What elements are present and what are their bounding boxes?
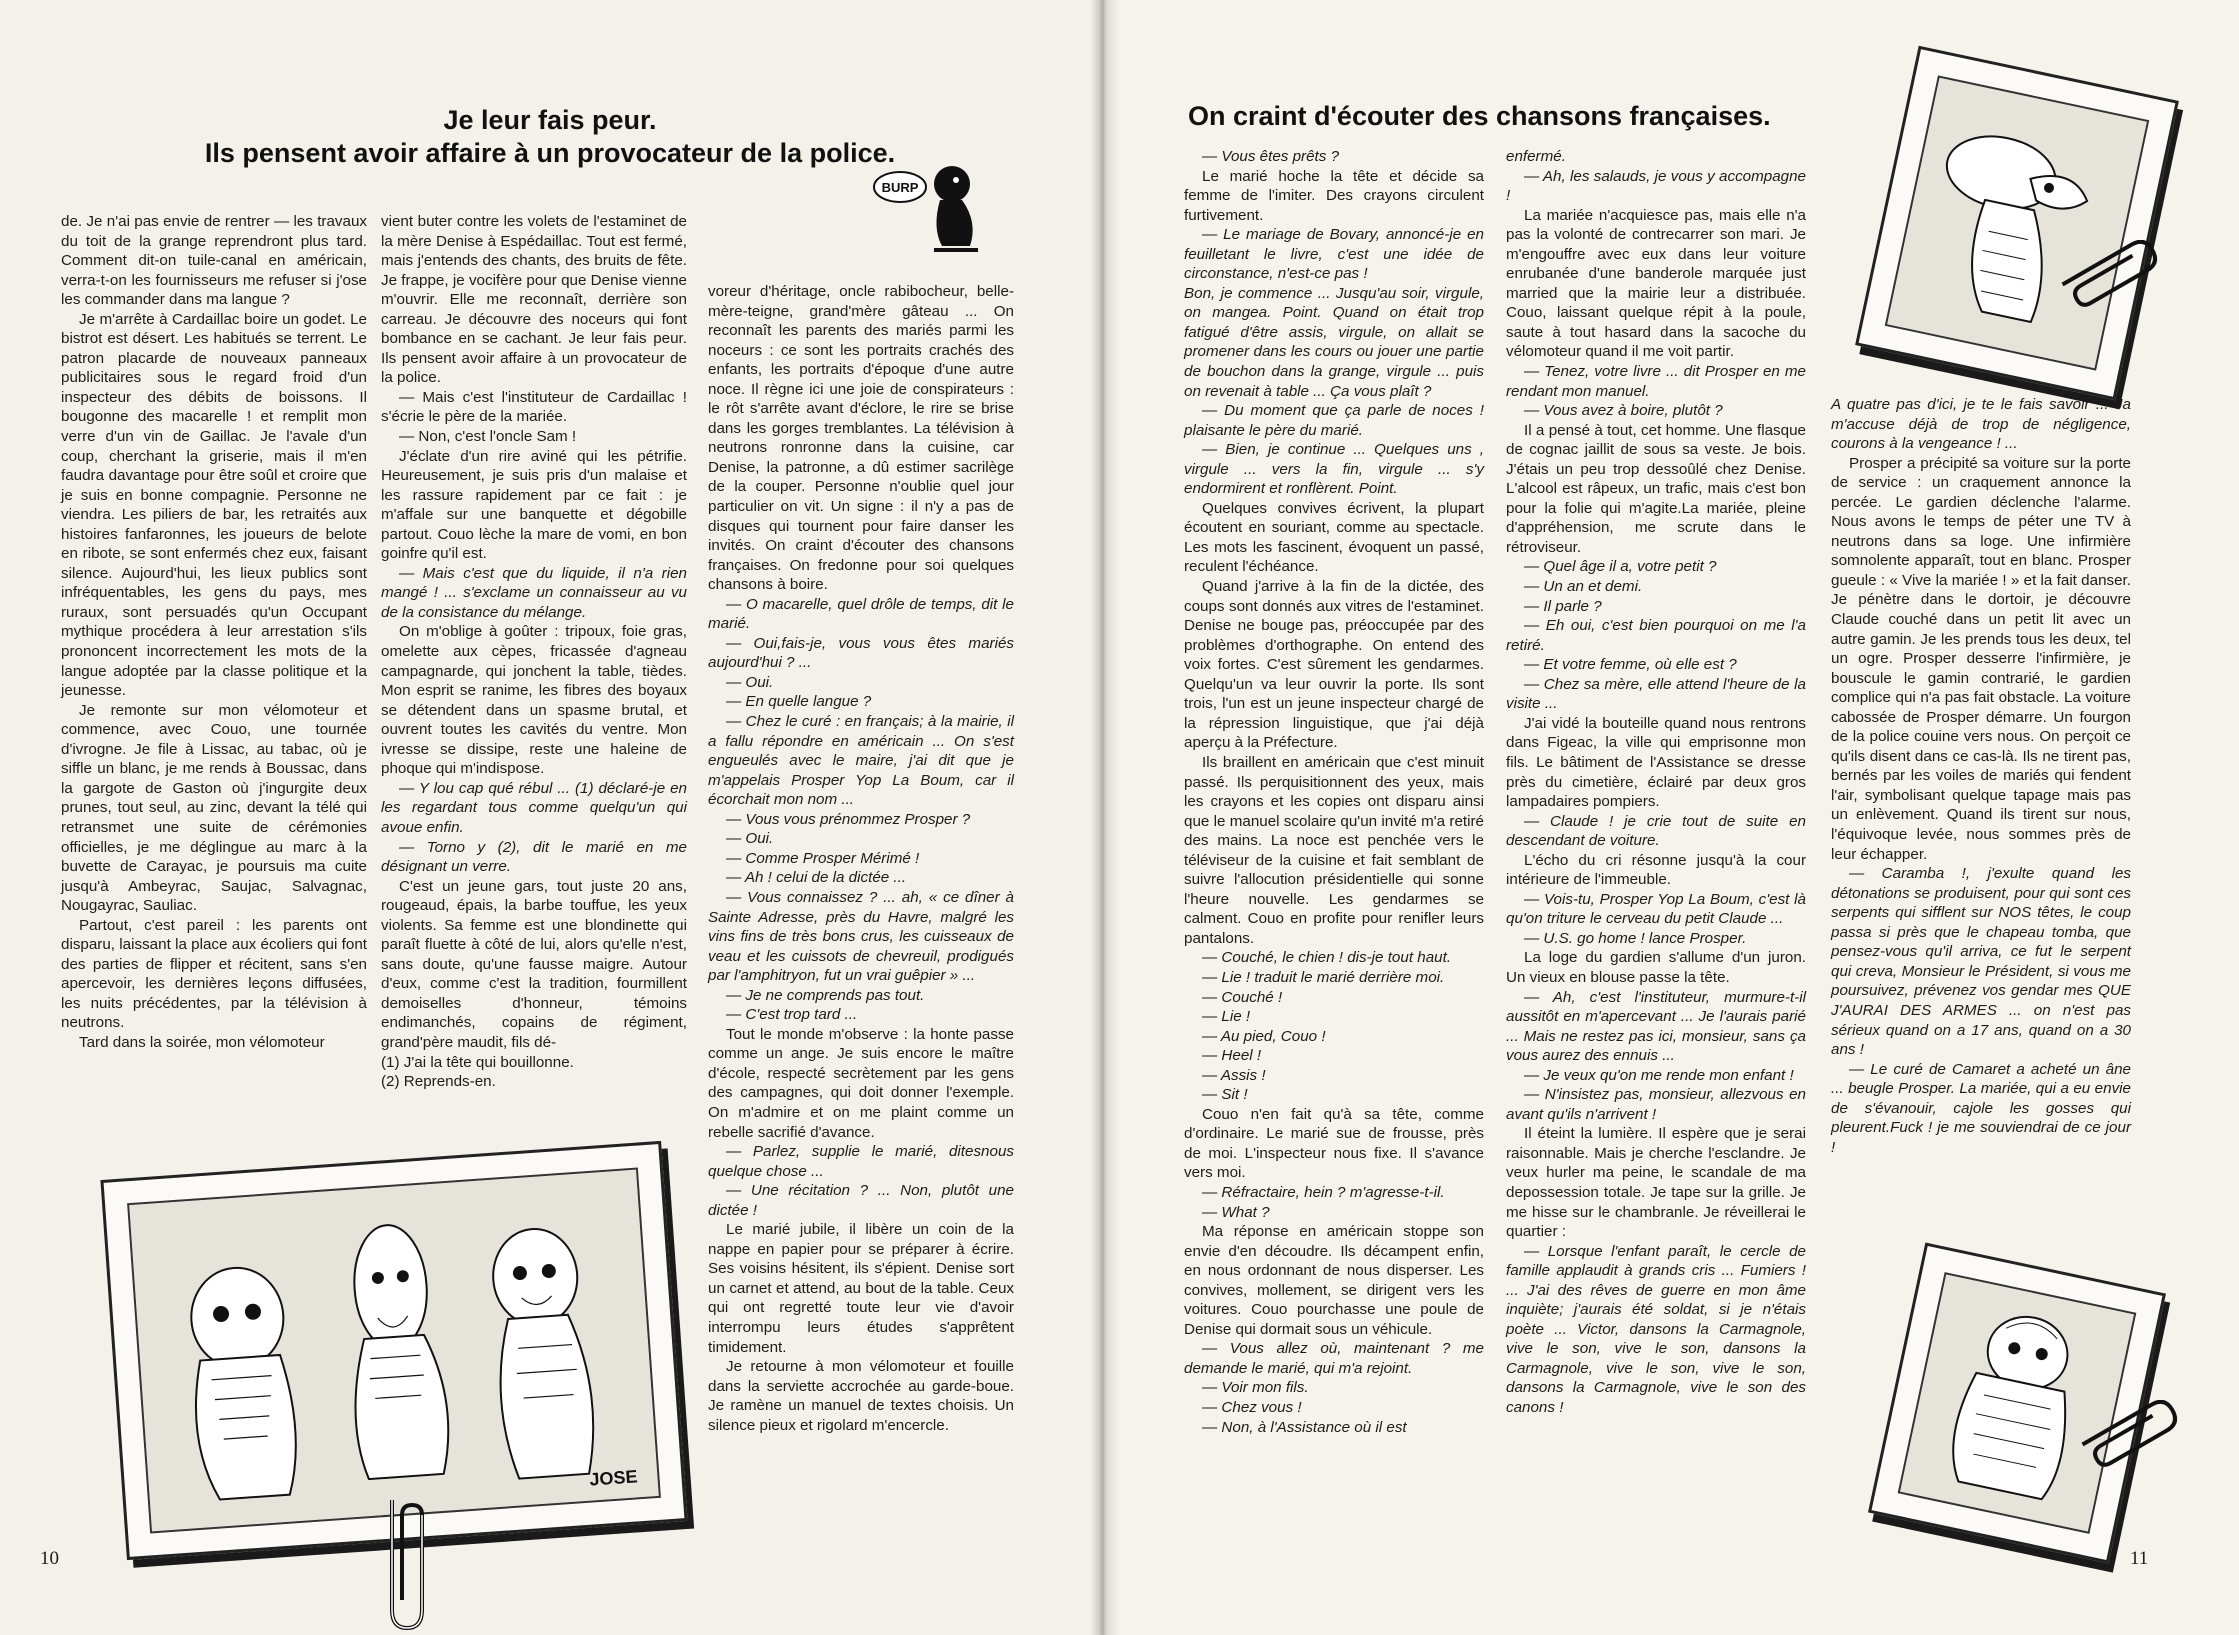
- left-column-2: [381, 212, 687, 1092]
- right-col1-paragraph: — Au pied, Couo !: [1202, 1027, 1326, 1045]
- right-column-2: [1506, 147, 1806, 1418]
- left-col2-paragraph: — Non, c'est l'oncle Sam !: [399, 428, 577, 446]
- left-page: [0, 0, 1100, 1635]
- right-col1-paragraph: Quelques convives écrivent, la plupart écoutent en souriant, comme au spectacle. Les mots les fascinent, évoquent un passé, reculent l'échéance.: [1184, 499, 1484, 576]
- right-col1-paragraph: — Assis !: [1202, 1066, 1266, 1084]
- right-col2-paragraph: — Lorsque l'enfant paraît, le cercle de famille applaudit à grands cris ... Fumiers ! ... J'ai des rêves de guerre en mon âme inquiète; j'aurais été soldat, si je n'étais poète ... Victor, dansons la Carmagnole, vive le son, vive le son, dansons la Carmagnole, vive le son, vive le son, dansons la Carmagnole, vive le son des canons !: [1506, 1242, 1806, 1416]
- left-col3-paragraph: — Oui.: [726, 830, 774, 848]
- right-col1-paragraph: — Chez vous !: [1202, 1399, 1302, 1416]
- creature-drawing: [1887, 78, 2147, 369]
- left-col1-paragraph: Je remonte sur mon vélomoteur et commence, avec Couo, une tournée d'ivrogne. Je file à Lissac, au tabac, où je siffle un blanc, je me rends à Boussac, dans la gargote de Gaston où j'ingurgite deux prunes, tout seul, au zinc, devant la télé qui retransmet une suite de cérémonies officielles, je me déglingue au marc à la buvette de Carayac, je poursuis ma cuite jusqu'à Ambeyrac, Saujac, Salvagnac, Nougayrac, Sauliac.: [61, 701, 367, 915]
- right-col1-paragraph: — Sit !: [1202, 1086, 1248, 1104]
- left-col3-paragraph: — Une récitation ? ... Non, plutôt une dictée !: [708, 1182, 1014, 1219]
- left-col3-paragraph: — Parlez, supplie le marié, ditesnous quelque chose ...: [708, 1143, 1014, 1180]
- page-number-right: 11: [2130, 1548, 2149, 1569]
- left-col3-paragraph: — C'est trop tard ...: [726, 1006, 858, 1024]
- page-number-left: 10: [40, 1548, 59, 1569]
- left-headline: [150, 104, 950, 170]
- left-col3-paragraph: Tout le monde m'observe : la honte passe comme un ange. Je suis encore le maître d'école, respecté secrètement par les gens des campagnes, qui doit donner l'exemple. On m'admire et on me plaint comme un rebelle sacrifié d'avance.: [708, 1025, 1014, 1141]
- left-col3-paragraph: — Je ne comprends pas tout.: [726, 986, 925, 1004]
- book-gutter: [1090, 0, 1120, 1635]
- left-column-3: [708, 282, 1014, 1435]
- top-right-illustration: [1885, 75, 2150, 370]
- burp-cartoon-drawing: [870, 160, 990, 260]
- right-col2-paragraph: — Claude ! je crie tout de suite en descendant de voiture.: [1506, 812, 1806, 850]
- left-col2-paragraph: — Torno y (2), dit le marié en me désignant un verre.: [381, 838, 687, 876]
- right-col1-paragraph: Ils braillent en américain que c'est minuit passé. Ils perquisitionnent des yeux, mais les crayons et les copies ont disparu ainsi que le manuel scolaire qu'un invité m'a retiré des mains. La noce est penchée vers le téléviseur de la cuisine et fait semblant de suivre l'allocution présidentielle qui sonne l'heure nouvelle. Les gendarmes se calment. Couo en profite pour renifler leurs pantalons.: [1184, 753, 1484, 947]
- right-col1-paragraph: — Lie ! traduit le marié derrière moi.: [1202, 968, 1445, 986]
- right-col3-paragraph: A quatre pas d'ici, je te le fais savoir ... Ja m'accuse déjà de trop de négligence, courons à la vengeance ! ...: [1831, 396, 2131, 453]
- right-col2-paragraph: — Eh oui, c'est bien pourquoi on me l'a retiré.: [1506, 617, 1806, 654]
- right-col2-paragraph: L'écho du cri résonne jusqu'à la cour intérieure de l'immeuble.: [1506, 851, 1806, 889]
- right-col2-paragraph: — N'insistez pas, monsieur, allezvous en avant qu'ils n'arrivent !: [1506, 1086, 1806, 1123]
- right-col1-paragraph: — Couché !: [1202, 988, 1283, 1006]
- left-col3-paragraph: — Comme Prosper Mérimé !: [726, 849, 920, 867]
- left-col2-paragraph: J'éclate d'un rire aviné qui les pétrifie. Heureusement, je suis pris d'un malaise et les rassure rapidement par ce fait : je m'affale sur une banquette et dégobille partout. Couo lèche la mare de vomi, en bon goinfre qu'il est.: [381, 447, 687, 563]
- right-col1-paragraph: — Du moment que ça parle de noces ! plaisante le père du marié.: [1184, 402, 1484, 439]
- right-col2-paragraph: — Et votre femme, où elle est ?: [1524, 656, 1737, 674]
- right-page: [1104, 0, 2239, 1635]
- top-right-illustration-frame: [1855, 46, 2179, 401]
- right-col1-paragraph: Quand j'arrive à la fin de la dictée, des coups sont donnés aux vitres de l'estaminet. Denise ne bouge pas, préoccupée par des problèmes d'orthographe. On entend des voix fortes. C'est sûrement les gendarmes. Quelqu'un va leur ouvrir la porte. Ils sont trois, l'un est un jeune inspecteur chargé de la répression linguistique, que j'ai déjà aperçu à la Préfecture.: [1184, 578, 1484, 752]
- right-column-3: [1831, 395, 2131, 1157]
- right-col2-paragraph: — Chez sa mère, elle attend l'heure de la visite ...: [1506, 675, 1806, 713]
- right-col1-paragraph: — Vous allez où, maintenant ? me demande le marié, qui m'a rejoint.: [1184, 1340, 1484, 1377]
- left-col3-paragraph: — En quelle langue ?: [726, 693, 872, 711]
- left-col3-paragraph: Le marié jubile, il libère un coin de la nappe en papier pour se préparer à écrire. Ses voisins hésitent, ils s'épient. Denise sort un carnet et attend, au bout de la table. Ceux qui ont regretté toute leur vie d'avoir interrompu leurs études s'apprêtent timidement.: [708, 1221, 1014, 1356]
- right-col2-paragraph: Il a pensé à tout, cet homme. Une flasque de cognac jaillit de sous sa veste. Je bois. J'étais un peu trop dessoûlé chez Denise. L'alcool est râpeux, un trafic, mais c'est bon pour la folie qui m'agite.La mariée, pleine d'appréhension, me scrute dans le rétroviseur.: [1506, 421, 1806, 556]
- paperclip-icon: [2074, 1400, 2184, 1470]
- right-col1-paragraph: — Heel !: [1202, 1047, 1262, 1065]
- right-col1-paragraph: — What ?: [1202, 1203, 1270, 1221]
- left-headline-line2: Ils pensent avoir affaire à un provocateur de la police.: [204, 137, 896, 168]
- right-col2-paragraph: J'ai vidé la bouteille quand nous rentrons dans Figeac, la ville qui emprisonne mon fils. Le bâtiment de l'Assistance se dresse près du cimetière, éclairé par deux gros lampadaires pompiers.: [1506, 714, 1806, 811]
- right-headline: On craint d'écouter des chansons françaises.: [1188, 101, 1771, 131]
- left-col2-paragraph: On m'oblige à goûter : tripoux, foie gras, omelette aux cèpes, fricassée d'agneau campagnarde, qui jonchent la table, tièdes. Mon esprit se ranime, les fibres des boyaux se détendent dans un spasme brutal, et ouvrent toutes les cavités du ventre. Mon ivresse se dissipe, reste une haleine de phoque qui m'indispose.: [381, 623, 687, 778]
- left-col2-paragraph: — Mais c'est que du liquide, il n'a rien mangé ! ... s'exclame un connaisseur au vu de la consistance du mélange.: [381, 564, 687, 621]
- right-col1-paragraph: — Réfractaire, hein ? m'agresse-t-il.: [1202, 1183, 1445, 1201]
- right-col2-paragraph: — Ah, les salauds, je vous y accompagne !: [1506, 167, 1806, 205]
- right-col1-paragraph: — Lie !: [1202, 1008, 1251, 1026]
- left-col3-paragraph: — Ah ! celui de la dictée ...: [726, 869, 907, 887]
- left-col3-paragraph: — Vous vous prénommez Prosper ?: [726, 810, 971, 828]
- paperclip-icon: [2054, 240, 2164, 310]
- left-col1-paragraph: Je m'arrête à Cardaillac boire un godet. Le bistrot est désert. Les habitués se terrent. Le patron placarde de nouveaux panneaux publicitaires sous le regard froid d'un inspecteur des débits de boissons. Il bougonne des macarelle ! et remplit mon verre d'un vin de Gaillac. Je l'avale d'un coup, cherchant la griserie, mais il m'en faudra davantage pour être soûl et croire que je suis en bonne compagnie. Personne ne viendra. Les piliers de bar, les retraités aux histoires fanfaronnes, les joueurs de belote en ribote, se sont enfermés chez eux, faisant silence. Aujourd'hui, les lieux publics sont infréquentables, les gens du pays, mes ruraux, sont persuadés qu'un Occupant mythique procédera à leur arrestation s'ils prononcent incorrectement les mots de la langue adoptée par la classe politique et la jeunesse.: [61, 310, 367, 700]
- right-col1-paragraph: Le marié hoche la tête et décide sa femme de l'imiter. Des crayons circulent furtivement.: [1184, 167, 1484, 224]
- left-headline-line1: Je leur fais peur.: [443, 105, 657, 135]
- left-col3-paragraph: — O macarelle, quel drôle de temps, dit le marié.: [708, 595, 1014, 633]
- right-col1-paragraph: — Bien, je continue ... Quelques uns , virgule ... vers la fin, virgule ... s'y endormirent et ronflèrent. Point.: [1184, 441, 1484, 498]
- left-col3-paragraph: voreur d'héritage, oncle rabibocheur, belle-mère-teigne, grand'mère gâteau ... On reconnaît les parents des mariés parmi les noceurs : ce sont les portraits crachés des enfants, les portraits d'époque d'une autre noce. Il règne ici une joie de conspirateurs : le rôt s'arrête avant d'éclore, le rire se brise dans les gorges tremblantes. La télévision à neutrons ronronne dans la cuisine, car Denise, la patronne, a dû estimer sacrilège de la couper. Personne n'oublie quel jour particulier on vit. Un signe : il n'y a pas de disques qui tournent pour faire danser les invités. On craint d'écouter des chansons françaises. On fredonne pour soi quelques chansons à boire.: [708, 283, 1014, 594]
- right-col3-paragraph: — Le curé de Camaret a acheté un âne ... beugle Prosper. La mariée, qui a eu envie de s'évanouir, cajole les gosses qui pleurent.Fuck ! je me souviendrai de ce jour !: [1831, 1060, 2131, 1156]
- right-col2-paragraph: — U.S. go home ! lance Prosper.: [1524, 929, 1747, 947]
- left-col3-paragraph: — Chez le curé : en français; à la mairie, il a fallu répondre en américain ... On s'est engueulés avec le maire, j'ai dit que je m'appelais Prosper Yop La Boum, car il écorchait mon nom ...: [708, 713, 1014, 809]
- left-col3-paragraph: — Oui.: [726, 673, 774, 691]
- right-col1-paragraph: — Couché, le chien ! dis-je tout haut.: [1202, 949, 1452, 967]
- burp-text: BURP: [881, 180, 919, 195]
- burp-cartoon: [870, 160, 990, 260]
- right-col2-paragraph: — Je veux qu'on me rende mon enfant !: [1524, 1066, 1794, 1084]
- right-col1-paragraph: — Voir mon fils.: [1202, 1379, 1309, 1397]
- footnote-1: (1) J'ai la tête qui bouillonne.: [381, 1053, 574, 1071]
- right-col2-paragraph: La mariée n'acquiesce pas, mais elle n'a pas la volonté de contrecarrer son mari. Je m'engouffre avec eux dans leur voiture enrubanée d'une banderole marquée just married que la mairie leur a distribuée. Couo, laissant quelque répit à la poule, saute à tout hasard dans la sacoche du vélomoteur quand il me voit partir.: [1506, 206, 1806, 361]
- left-col1-paragraph: Partout, c'est pareil : les parents ont disparu, laissant la place aux écoliers qui font des parties de flipper et récitent, sans s'en apercevoir, les dernières leçons diffusées, les nuits précédentes, par la télévision à neutrons.: [61, 916, 367, 1032]
- right-col2-paragraph: — Vois-tu, Prosper Yop La Boum, c'est là qu'on triture le cerveau du petit Claude ...: [1506, 890, 1806, 928]
- right-col2-paragraph: — Quel âge il a, votre petit ?: [1524, 558, 1717, 576]
- right-col1-paragraph: Bon, je commence ... Jusqu'au soir, virgule, on mangea. Point. Quand on était trop fatigué d'être assis, virgule, on allait se promener dans les cours ou jouer une partie de bouchon dans la grange, virgule ... puis on revenait à table ... Ça vous plaît ?: [1184, 284, 1484, 400]
- footnote-2: (2) Reprends-en.: [381, 1073, 496, 1091]
- right-col2-paragraph: La loge du gardien s'allume d'un juron. Un vieux en blouse passe la tête.: [1506, 949, 1806, 986]
- bottom-right-paperclip: [2074, 1400, 2184, 1470]
- right-col3-paragraph: Prosper a précipité sa voiture sur la porte de service : un craquement annonce la percée. Le gardien déclenche l'alarme. Nous avons le temps de péter une TV à neutrons dans sa loge. Une infirmière somnolente apparaît, tout en blanc. Prosper gueule : « Vive la mariée ! » et la fait danser. Je pénètre dans le dortoir, je découvre Claude couché dans un petit lit avec un autre gamin. Je les prends tous les deux, tel un ogre. Prosper desserre l'infirmière, je bouscule le gamin contrarié, le gardien complice qui n'a pas fait obstacle. La voiture cabossée de Prosper démarre. Un fourgon de la police couine vers nous. On perçoit ce qu'ils disent dans ce cas-là. Ils ne tirent pas, bernés par les voiles de mariés qui fendent l'air, symbolisant quelque tapage mais pas un enlèvement. Quand ils tirent sur nous, l'équivoque levée, nous sommes près de leur échapper.: [1831, 454, 2131, 863]
- right-col2-paragraph: — Ah, c'est l'instituteur, murmure-t-il aussitôt en m'apercevant ... Je l'aurais parié ... Mais ne restez pas ici, monsieur, sans ça vous aurez des ennuis ...: [1506, 988, 1806, 1065]
- left-col2-paragraph: — Y lou cap qué rébul ... (1) déclaré-je en les regardant tous comme quelqu'un qui avoue enfin.: [381, 779, 687, 836]
- top-right-paperclip: [2054, 240, 2164, 310]
- left-col2-paragraph: C'est un jeune gars, tout juste 20 ans, rougeaud, épais, la barbe touffue, les yeux violents. Sa femme est une blondinette qui paraît fluette à côté de lui, alors qu'elle n'est, sans doute, qu'une fausse maigre. Autour d'eux, comme c'est la tradition, fourmillent demoiselles d'honneur, témoins endimanchés, copains de régiment, grand'père maudit, fils dé-: [381, 877, 687, 1051]
- left-col3-paragraph: — Oui,fais-je, vous vous êtes mariés aujourd'hui ? ...: [708, 634, 1014, 672]
- left-col2-paragraph: — Mais c'est l'instituteur de Cardaillac ! s'écrie le père de la mariée.: [381, 388, 687, 426]
- left-col3-paragraph: — Vous connaissez ? ... ah, « ce dîner à Sainte Adresse, près du Havre, malgré les vins fins de très bons crus, les cuisseaux de veau et les cuissots de chevreuil, prodigués par l'amphitryon, fut un vrai guêpier » ...: [708, 888, 1014, 985]
- right-col1-paragraph: — Vous êtes prêts ?: [1202, 148, 1340, 165]
- right-col1-paragraph: Couo n'en fait qu'à sa tête, comme d'ordinaire. Le marié sue de frousse, près de moi. L'inspecteur nous fixe. Il s'avance vers moi.: [1184, 1105, 1484, 1182]
- paperclip-icon: [372, 1490, 442, 1635]
- grotesque-figures-drawing: [129, 1170, 659, 1532]
- left-col3-paragraph: Je retourne à mon vélomoteur et fouille dans la serviette accrochée au garde-boue. Je ramène un manuel de textes choisis. Un silence pieux et rigolard m'encercle.: [708, 1358, 1014, 1434]
- right-col1-paragraph: — Le mariage de Bovary, annoncé-je en feuilletant le livre, c'est une idée de circonstance, n'est-ce pas !: [1184, 226, 1484, 283]
- right-col2-paragraph: — Vous avez à boire, plutôt ?: [1524, 402, 1723, 420]
- right-col1-paragraph: — Non, à l'Assistance où il est: [1202, 1418, 1407, 1436]
- right-col2-paragraph: — Tenez, votre livre ... dit Prosper en me rendant mon manuel.: [1506, 363, 1806, 400]
- left-col1-paragraph: Tard dans la soirée, mon vélomoteur: [79, 1033, 325, 1051]
- artist-signature: JOSE: [588, 1466, 639, 1490]
- right-col2-paragraph: enfermé.: [1506, 148, 1566, 165]
- left-col1-paragraph: de. Je n'ai pas envie de rentrer — les travaux du toit de la grange reprendront plus tard. Comment dit-on tuile-canal en américain, verra-t-on les fournisseurs me refuser si j'ose les commander dans ma langue ?: [61, 213, 367, 309]
- left-column-1: [61, 212, 367, 1053]
- left-illustration: [127, 1168, 661, 1534]
- right-col1-paragraph: Ma réponse en américain stoppe son envie d'en découdre. Ils décampent enfin, en nous ordonnant de nous disperser. Les convives, mollement, se dirigent vers les voitures. Couo pourchasse une poule de Denise qui dormait sous un véhicule.: [1184, 1223, 1484, 1338]
- right-col2-paragraph: Il éteint la lumière. Il espère que je serai raisonnable. Mais je cherche l'esclandre. Je veux hurler ma peine, le scandale de ma depossession totale. Je tape sur la grille. Je me hisse sur le chambranle. Je réveillerai le quartier :: [1506, 1125, 1806, 1241]
- right-column-1: [1184, 147, 1484, 1437]
- left-col2-paragraph: vient buter contre les volets de l'estaminet de la mère Denise à Espédaillac. Tout est fermé, mais j'entends des chants, des bruits de fête. Je frappe, je vocifère pour que Denise vienne m'ouvrir. Elle me reconnaît, derrière son carreau. Je découvre des noceurs qui font bombance en se cachant. Je leur fais peur. Ils pensent avoir affaire à un provocateur de la police.: [381, 213, 687, 387]
- right-col2-paragraph: — Il parle ?: [1524, 597, 1602, 615]
- right-col3-paragraph: — Caramba !, j'exulte quand les détonations se produisent, pour qui sont ces serpents qui sifflent sur NOS têtes, le coup passa si près que le chapeau tomba, que pensez-vous qu'il arriva, ce fut le serpent qui creva, Monsieur le Président, si vous me poursuivez, prévenez vos gendar mes QUE J'AURAI DES ARMES ... on n'est pas sérieux quand on a 17 ans, quand on a 30 ans !: [1831, 865, 2131, 1059]
- left-paperclip: [372, 1490, 442, 1635]
- right-col2-paragraph: — Un an et demi.: [1524, 578, 1643, 596]
